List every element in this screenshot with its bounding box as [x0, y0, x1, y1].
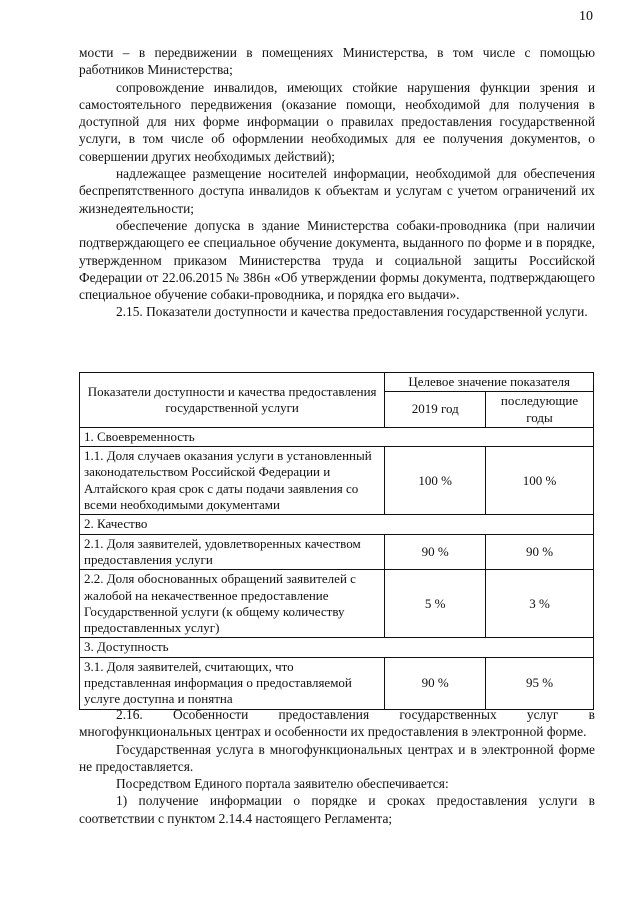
value-2019: 90 % [385, 657, 486, 709]
indicator-label: 3.1. Доля заявителей, считающих, что представленная информация о предоставляемой услуге доступна и понятна [80, 657, 385, 709]
indicators-table [79, 372, 594, 710]
paragraph: мости – в передвижении в помещениях Министерства, в том числе с помощью работников Министерства; [79, 45, 595, 78]
header-target-value: Целевое значение показателя [385, 373, 594, 392]
section-heading-2-16: 2.16. Особенности предоставления государственных услуг в многофункциональных центрах и особенности их предоставления в электронной форме. [79, 707, 595, 740]
body-text-bottom [79, 706, 595, 827]
indicator-label: 2.2. Доля обоснованных обращений заявителей с жалобой на некачественное предоставление Государственной услуги (к общему количеству предоставленных услуг) [80, 570, 385, 638]
list-item: 1) получение информации о порядке и сроках предоставления услуги в соответствии с пунктом 2.14.4 настоящего Регламента; [79, 793, 595, 826]
paragraph: сопровождение инвалидов, имеющих стойкие нарушения функции зрения и самостоятельного передвижения (оказание помощи, необходимой для получения в доступной для них форме информации о правилах предоставления государственной услуги, в том числе об оформлении необходимых для ее получения документов, о совершении других необходимых действий); [79, 79, 595, 164]
section-heading-2-15: 2.15. Показатели доступности и качества предоставления государственной услуги. [116, 304, 588, 320]
value-2019: 100 % [385, 447, 486, 515]
paragraph: Посредством Единого портала заявителю обеспечивается: [116, 776, 449, 792]
indicator-label: 1.1. Доля случаев оказания услуги в установленный законодательством Российской Федерации и Алтайского края срок с даты подачи заявления со всеми необходимыми документами [80, 447, 385, 515]
section-title: 1. Своевременность [80, 427, 594, 446]
value-2019: 5 % [385, 570, 486, 638]
paragraph: обеспечение допуска в здание Министерства собаки-проводника (при наличии подтверждающего ее специальное обучение документа, выданного по форме и в порядке, утвержденном приказом Министерства труда и социальной защиты Российской Федерации от 22.06.2015 № 386н «Об утверждении формы документа, подтверждающего специальное обучение собаки-проводника, и порядка его выдачи». [79, 217, 595, 303]
table-row [80, 570, 594, 638]
value-next: 90 % [486, 534, 594, 570]
section-row [80, 638, 594, 657]
header-indicator: Показатели доступности и качества предоставления государственной услуги [80, 373, 385, 428]
value-2019: 90 % [385, 534, 486, 570]
table-row [80, 657, 594, 709]
table-row [80, 534, 594, 570]
body-text-top [79, 44, 595, 321]
paragraph: надлежащее размещение носителей информации, необходимой для обеспечения беспрепятственного доступа инвалидов к объектам и услугам с учетом ограничений их жизнедеятельности; [79, 166, 595, 216]
header-year-2019: 2019 год [385, 392, 486, 428]
section-title: 3. Доступность [80, 638, 594, 657]
paragraph: Государственная услуга в многофункциональных центрах и в электронной форме не предоставляется. [79, 741, 595, 774]
page-number: 10 [579, 9, 593, 24]
table-header-row [80, 373, 594, 392]
value-next: 100 % [486, 447, 594, 515]
header-next-years: последующие годы [486, 392, 594, 428]
section-row [80, 427, 594, 446]
section-title: 2. Качество [80, 515, 594, 534]
value-next: 95 % [486, 657, 594, 709]
value-next: 3 % [486, 570, 594, 638]
indicator-label: 2.1. Доля заявителей, удовлетворенных качеством предоставления услуги [80, 534, 385, 570]
section-row [80, 515, 594, 534]
table-row [80, 447, 594, 515]
